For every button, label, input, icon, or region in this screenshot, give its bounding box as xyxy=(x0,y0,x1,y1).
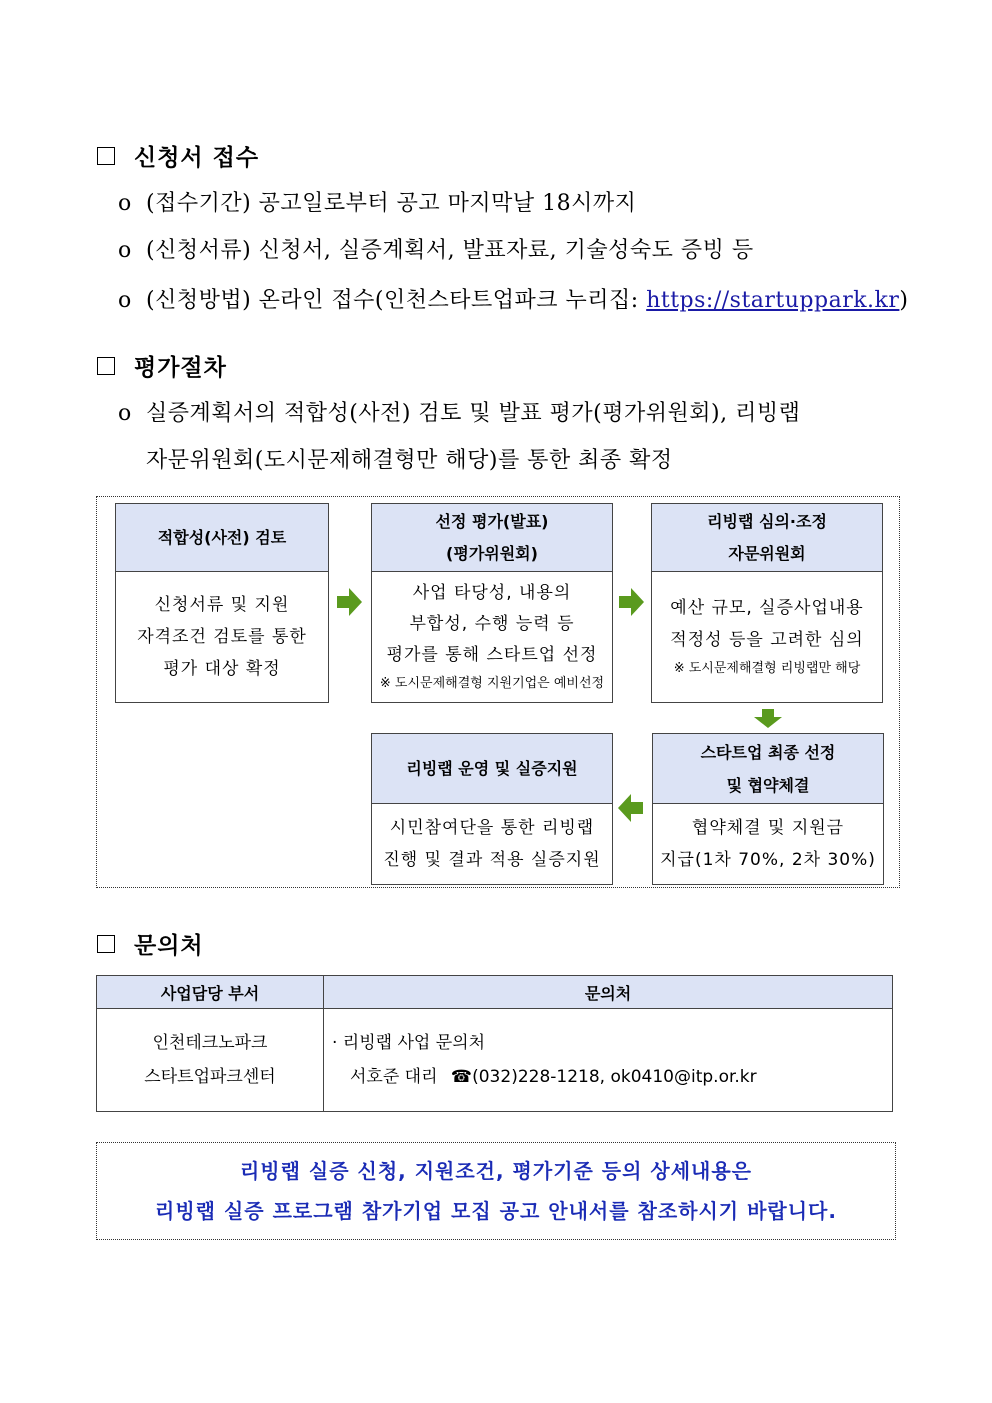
column-header-dept: 사업담당 부서 xyxy=(97,976,324,1009)
flow-step-livinglab-operation-body: 시민참여단을 통한 리빙랩 진행 및 결과 적용 실증지원 xyxy=(383,818,601,870)
notice-box xyxy=(96,1142,896,1240)
bullet-documents: o (신청서류) 신청서, 실증계획서, 발표자료, 기술성숙도 증빙 등 xyxy=(118,238,754,263)
notice-line-2: 리빙랩 실증 프로그램 참가기업 모집 공고 안내서를 참조하시기 바랍니다. xyxy=(155,1199,837,1223)
flow-step-advisory-body: 예산 규모, 실증사업내용 적정성 등을 고려한 심의 ※ 도시문제해결형 리빙랩만 해당 xyxy=(670,598,864,676)
arrow-right-icon xyxy=(619,587,645,617)
section-title-evaluation: 평가절차 xyxy=(134,355,227,381)
arrow-right-icon xyxy=(337,587,363,617)
contact-table xyxy=(96,975,893,1112)
phone-icon: ☎ xyxy=(450,1067,473,1087)
evaluation-flow xyxy=(96,496,900,888)
section-title-application: 신청서 접수 xyxy=(134,145,260,171)
section-checkbox-icon xyxy=(97,357,115,375)
column-header-contact: 문의처 xyxy=(324,976,893,1009)
flow-step-final-selection-body: 협약체결 및 지원금 지급(1차 70%, 2차 30%) xyxy=(660,818,876,870)
flow-step-advisory-head: 리빙랩 심의·조정 자문위원회 xyxy=(652,504,882,572)
flow-step-final-selection xyxy=(652,733,884,885)
flow-step-final-selection-head: 스타트업 최종 선정 및 협약체결 xyxy=(653,734,883,804)
flow-step-prereview xyxy=(115,503,329,703)
flow-step-prereview-body: 신청서류 및 지원 자격조건 검토를 통한 평가 대상 확정 xyxy=(137,595,307,679)
flow-step-presentation-head: 선정 평가(발표) (평가위원회) xyxy=(372,504,612,572)
bullet-evaluation-cont: 자문위원회(도시문제해결형만 해당)를 통한 최종 확정 xyxy=(146,448,673,473)
flow-step-presentation-body: 사업 타당성, 내용의 부합성, 수행 능력 등 평가를 통해 스타트업 선정 ※ 도시문제해결형 지원기업은 예비선정 xyxy=(379,582,605,691)
dept-cell: 인천테크노파크 스타트업파크센터 xyxy=(97,1009,324,1112)
arrow-left-icon xyxy=(617,793,643,823)
contact-cell: · 리빙랩 사업 문의처 서호준 대리 ☎(032)228-1218, ok0410@itp.or.kr xyxy=(324,1009,893,1112)
startuppark-link[interactable]: https://startuppark.kr xyxy=(646,288,900,313)
contact-name: 서호준 대리 xyxy=(350,1067,438,1087)
flow-step-livinglab-operation-head: 리빙랩 운영 및 실증지원 xyxy=(372,734,612,804)
contact-detail: (032)228-1218, ok0410@itp.or.kr xyxy=(472,1067,757,1087)
notice-line-1: 리빙랩 실증 신청, 지원조건, 평가기준 등의 상세내용은 xyxy=(239,1159,752,1183)
flow-step-prereview-head: 적합성(사전) 검토 xyxy=(116,504,328,572)
section-checkbox-icon xyxy=(97,147,115,165)
bullet-method: o (신청방법) 온라인 접수(인천스타트업파크 누리집: https://startuppark.kr) xyxy=(118,288,909,313)
table-row xyxy=(97,1009,893,1112)
bullet-period: o (접수기간) 공고일로부터 공고 마지막날 18시까지 xyxy=(118,191,637,216)
section-title-contact: 문의처 xyxy=(134,933,204,959)
flow-step-presentation xyxy=(371,503,613,703)
flow-step-advisory xyxy=(651,503,883,703)
table-header-row xyxy=(97,976,893,1009)
flow-step-livinglab-operation xyxy=(371,733,613,885)
arrow-down-icon xyxy=(753,709,783,729)
section-checkbox-icon xyxy=(97,935,115,953)
bullet-evaluation: o 실증계획서의 적합성(사전) 검토 및 발표 평가(평가위원회), 리빙랩 xyxy=(118,401,801,426)
